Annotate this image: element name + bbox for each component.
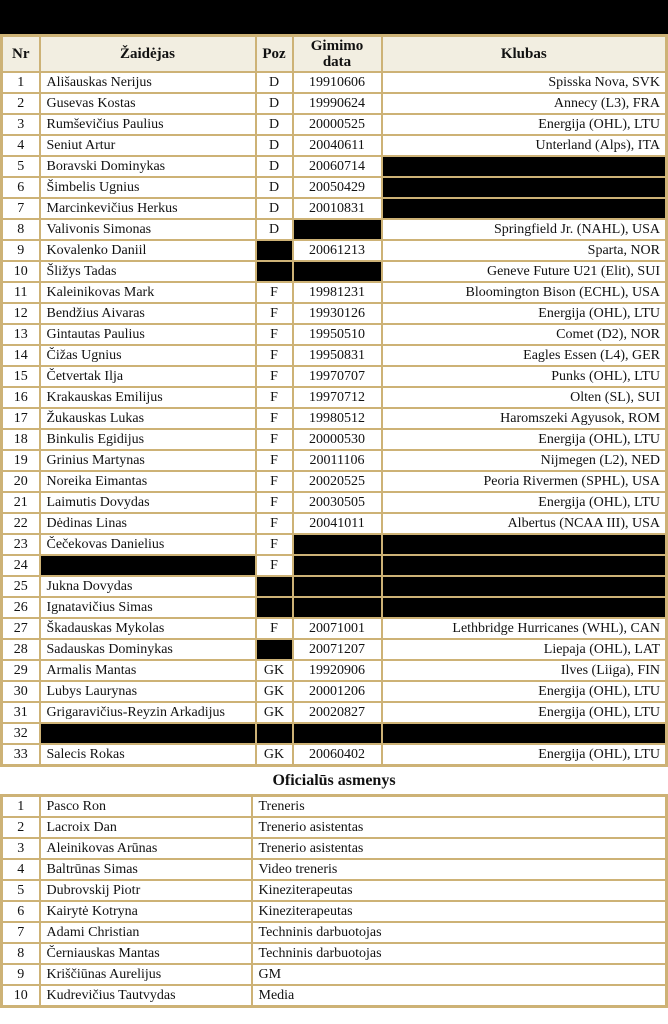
official-role-cell: Treneris <box>252 796 667 818</box>
player-poz-cell: F <box>256 324 293 345</box>
player-dob-cell: 20060402 <box>293 744 382 766</box>
player-poz-cell: F <box>256 429 293 450</box>
player-poz-cell: F <box>256 450 293 471</box>
player-nr-cell: 11 <box>2 282 40 303</box>
player-name-cell: Valivonis Simonas <box>40 219 256 240</box>
officials-table <box>0 794 668 1008</box>
player-dob-cell: 20060714 <box>293 156 382 177</box>
player-poz-cell: F <box>256 387 293 408</box>
player-club-cell: Springfield Jr. (NAHL), USA <box>382 219 667 240</box>
player-nr-cell: 25 <box>2 576 40 597</box>
player-nr-cell: 23 <box>2 534 40 555</box>
player-name-cell: Armalis Mantas <box>40 660 256 681</box>
official-role-cell: Kineziterapeutas <box>252 880 667 901</box>
player-nr-cell: 13 <box>2 324 40 345</box>
player-club-cell: Spisska Nova, SVK <box>382 72 667 93</box>
official-name-cell: Černiauskas Mantas <box>40 943 252 964</box>
player-dob-cell: 20050429 <box>293 177 382 198</box>
player-nr-cell: 12 <box>2 303 40 324</box>
player-nr-cell: 29 <box>2 660 40 681</box>
player-row <box>2 618 667 639</box>
player-name-cell: Čižas Ugnius <box>40 345 256 366</box>
official-name-cell: Baltrūnas Simas <box>40 859 252 880</box>
player-row <box>2 114 667 135</box>
redacted-cell <box>256 723 293 744</box>
player-poz-cell: D <box>256 156 293 177</box>
player-nr-cell: 14 <box>2 345 40 366</box>
column-header-poz: Poz <box>256 36 293 73</box>
official-row <box>2 985 667 1007</box>
player-name-cell: Čečekovas Danielius <box>40 534 256 555</box>
player-name-cell: Ališauskas Nerijus <box>40 72 256 93</box>
player-club-cell: Energija (OHL), LTU <box>382 114 667 135</box>
redacted-cell <box>293 261 382 282</box>
official-name-cell: Aleinikovas Arūnas <box>40 838 252 859</box>
player-nr-cell: 30 <box>2 681 40 702</box>
player-name-cell: Seniut Artur <box>40 135 256 156</box>
player-dob-cell: 20071001 <box>293 618 382 639</box>
player-dob-cell: 20010831 <box>293 198 382 219</box>
player-nr-cell: 28 <box>2 639 40 660</box>
player-club-cell: Olten (SL), SUI <box>382 387 667 408</box>
player-row <box>2 597 667 618</box>
player-club-cell: Unterland (Alps), ITA <box>382 135 667 156</box>
redacted-cell <box>256 639 293 660</box>
player-name-cell: Salecis Rokas <box>40 744 256 766</box>
player-nr-cell: 10 <box>2 261 40 282</box>
player-name-cell: Ignatavičius Simas <box>40 597 256 618</box>
player-name-cell: Kovalenko Daniil <box>40 240 256 261</box>
player-name-cell: Binkulis Egidijus <box>40 429 256 450</box>
official-nr-cell: 7 <box>2 922 40 943</box>
player-dob-cell: 19980512 <box>293 408 382 429</box>
player-club-cell: Energija (OHL), LTU <box>382 492 667 513</box>
player-club-cell: Peoria Rivermen (SPHL), USA <box>382 471 667 492</box>
player-nr-cell: 18 <box>2 429 40 450</box>
player-row <box>2 450 667 471</box>
player-nr-cell: 4 <box>2 135 40 156</box>
player-nr-cell: 17 <box>2 408 40 429</box>
player-row <box>2 198 667 219</box>
player-dob-cell: 20071207 <box>293 639 382 660</box>
redacted-cell <box>382 555 667 576</box>
player-poz-cell: GK <box>256 681 293 702</box>
player-row <box>2 240 667 261</box>
player-nr-cell: 1 <box>2 72 40 93</box>
player-club-cell: Lethbridge Hurricanes (WHL), CAN <box>382 618 667 639</box>
player-dob-cell: 19950831 <box>293 345 382 366</box>
official-row <box>2 838 667 859</box>
player-dob-cell: 20011106 <box>293 450 382 471</box>
player-club-cell: Energija (OHL), LTU <box>382 744 667 766</box>
redacted-cell <box>256 261 293 282</box>
player-poz-cell: F <box>256 282 293 303</box>
redacted-cell <box>293 555 382 576</box>
player-row <box>2 534 667 555</box>
player-name-cell: Boravski Dominykas <box>40 156 256 177</box>
player-name-cell: Grinius Martynas <box>40 450 256 471</box>
player-club-cell: Annecy (L3), FRA <box>382 93 667 114</box>
player-poz-cell: GK <box>256 702 293 723</box>
player-name-cell: Lubys Laurynas <box>40 681 256 702</box>
official-row <box>2 880 667 901</box>
player-name-cell: Šližys Tadas <box>40 261 256 282</box>
player-dob-cell: 20041011 <box>293 513 382 534</box>
redacted-cell <box>256 240 293 261</box>
player-club-cell: Haromszeki Agyusok, ROM <box>382 408 667 429</box>
column-header-club: Klubas <box>382 36 667 73</box>
redacted-cell <box>382 156 667 177</box>
player-row <box>2 744 667 766</box>
official-role-cell: Video treneris <box>252 859 667 880</box>
redacted-cell <box>40 723 256 744</box>
player-poz-cell: F <box>256 492 293 513</box>
column-header-dob: Gimimo data <box>293 36 382 73</box>
official-role-cell: Kineziterapeutas <box>252 901 667 922</box>
player-poz-cell: D <box>256 93 293 114</box>
player-dob-cell: 19970712 <box>293 387 382 408</box>
official-role-cell: Techninis darbuotojas <box>252 922 667 943</box>
player-nr-cell: 9 <box>2 240 40 261</box>
player-nr-cell: 16 <box>2 387 40 408</box>
player-dob-cell: 19920906 <box>293 660 382 681</box>
column-header-nr: Nr <box>2 36 40 73</box>
player-dob-cell: 19970707 <box>293 366 382 387</box>
player-name-cell: Jukna Dovydas <box>40 576 256 597</box>
redacted-cell <box>40 555 256 576</box>
player-dob-cell: 19950510 <box>293 324 382 345</box>
player-poz-cell: F <box>256 408 293 429</box>
player-dob-cell: 19981231 <box>293 282 382 303</box>
player-poz-cell: D <box>256 177 293 198</box>
player-poz-cell: D <box>256 135 293 156</box>
player-name-cell: Žukauskas Lukas <box>40 408 256 429</box>
player-club-cell: Energija (OHL), LTU <box>382 303 667 324</box>
player-name-cell: Marcinkevičius Herkus <box>40 198 256 219</box>
official-role-cell: Techninis darbuotojas <box>252 943 667 964</box>
official-name-cell: Kriščiūnas Aurelijus <box>40 964 252 985</box>
player-poz-cell: F <box>256 366 293 387</box>
player-club-cell: Eagles Essen (L4), GER <box>382 345 667 366</box>
player-nr-cell: 7 <box>2 198 40 219</box>
player-nr-cell: 24 <box>2 555 40 576</box>
player-nr-cell: 15 <box>2 366 40 387</box>
player-poz-cell: F <box>256 534 293 555</box>
player-name-cell: Kaleinikovas Mark <box>40 282 256 303</box>
official-name-cell: Pasco Ron <box>40 796 252 818</box>
redacted-cell <box>382 723 667 744</box>
player-poz-cell: GK <box>256 744 293 766</box>
player-name-cell: Sadauskas Dominykas <box>40 639 256 660</box>
player-row <box>2 471 667 492</box>
player-dob-cell: 20040611 <box>293 135 382 156</box>
official-nr-cell: 5 <box>2 880 40 901</box>
player-row <box>2 492 667 513</box>
official-row <box>2 901 667 922</box>
player-row <box>2 156 667 177</box>
players-header-row <box>2 36 667 73</box>
player-dob-cell: 20020525 <box>293 471 382 492</box>
player-name-cell: Grigaravičius-Reyzin Arkadijus <box>40 702 256 723</box>
official-nr-cell: 10 <box>2 985 40 1007</box>
official-role-cell: GM <box>252 964 667 985</box>
player-row <box>2 261 667 282</box>
player-row <box>2 93 667 114</box>
player-row <box>2 723 667 744</box>
player-name-cell: Škadauskas Mykolas <box>40 618 256 639</box>
official-nr-cell: 6 <box>2 901 40 922</box>
player-poz-cell: F <box>256 618 293 639</box>
player-row <box>2 702 667 723</box>
redacted-cell <box>293 597 382 618</box>
official-role-cell: Trenerio asistentas <box>252 838 667 859</box>
player-nr-cell: 26 <box>2 597 40 618</box>
player-row <box>2 72 667 93</box>
player-row <box>2 513 667 534</box>
official-row <box>2 922 667 943</box>
player-row <box>2 303 667 324</box>
official-nr-cell: 8 <box>2 943 40 964</box>
player-dob-cell: 20000525 <box>293 114 382 135</box>
redacted-cell <box>382 534 667 555</box>
player-row <box>2 408 667 429</box>
official-row <box>2 817 667 838</box>
official-name-cell: Dubrovskij Piotr <box>40 880 252 901</box>
official-nr-cell: 2 <box>2 817 40 838</box>
official-row <box>2 796 667 818</box>
player-nr-cell: 5 <box>2 156 40 177</box>
official-row <box>2 964 667 985</box>
player-nr-cell: 3 <box>2 114 40 135</box>
player-row <box>2 135 667 156</box>
player-poz-cell: D <box>256 114 293 135</box>
player-nr-cell: 8 <box>2 219 40 240</box>
player-poz-cell: D <box>256 219 293 240</box>
redacted-cell <box>256 597 293 618</box>
officials-section-title: Oficialūs asmenys <box>0 767 668 794</box>
official-role-cell: Media <box>252 985 667 1007</box>
player-nr-cell: 20 <box>2 471 40 492</box>
player-row <box>2 387 667 408</box>
player-name-cell: Noreika Eimantas <box>40 471 256 492</box>
player-poz-cell: F <box>256 345 293 366</box>
top-redaction-bar <box>0 0 668 34</box>
player-dob-cell: 19910606 <box>293 72 382 93</box>
player-club-cell: Nijmegen (L2), NED <box>382 450 667 471</box>
player-row <box>2 555 667 576</box>
player-row <box>2 660 667 681</box>
players-table <box>0 34 668 767</box>
official-row <box>2 943 667 964</box>
redacted-cell <box>293 534 382 555</box>
player-row <box>2 282 667 303</box>
player-row <box>2 219 667 240</box>
official-nr-cell: 4 <box>2 859 40 880</box>
redacted-cell <box>293 576 382 597</box>
player-nr-cell: 33 <box>2 744 40 766</box>
player-name-cell: Rumševičius Paulius <box>40 114 256 135</box>
player-dob-cell: 20030505 <box>293 492 382 513</box>
player-nr-cell: 2 <box>2 93 40 114</box>
player-name-cell: Laimutis Dovydas <box>40 492 256 513</box>
player-poz-cell: GK <box>256 660 293 681</box>
player-row <box>2 576 667 597</box>
player-nr-cell: 21 <box>2 492 40 513</box>
column-header-name: Žaidėjas <box>40 36 256 73</box>
player-row <box>2 681 667 702</box>
player-nr-cell: 19 <box>2 450 40 471</box>
player-nr-cell: 6 <box>2 177 40 198</box>
player-name-cell: Četvertak Ilja <box>40 366 256 387</box>
official-name-cell: Kairytė Kotryna <box>40 901 252 922</box>
redacted-cell <box>382 597 667 618</box>
player-dob-cell: 20020827 <box>293 702 382 723</box>
player-poz-cell: F <box>256 513 293 534</box>
player-club-cell: Sparta, NOR <box>382 240 667 261</box>
player-club-cell: Albertus (NCAA III), USA <box>382 513 667 534</box>
official-name-cell: Lacroix Dan <box>40 817 252 838</box>
player-nr-cell: 32 <box>2 723 40 744</box>
player-dob-cell: 19930126 <box>293 303 382 324</box>
player-club-cell: Liepaja (OHL), LAT <box>382 639 667 660</box>
player-name-cell: Gintautas Paulius <box>40 324 256 345</box>
official-role-cell: Trenerio asistentas <box>252 817 667 838</box>
redacted-cell <box>256 576 293 597</box>
player-dob-cell: 19990624 <box>293 93 382 114</box>
player-name-cell: Krakauskas Emilijus <box>40 387 256 408</box>
player-club-cell: Energija (OHL), LTU <box>382 702 667 723</box>
redacted-cell <box>382 576 667 597</box>
player-club-cell: Bloomington Bison (ECHL), USA <box>382 282 667 303</box>
player-poz-cell: D <box>256 198 293 219</box>
player-poz-cell: F <box>256 555 293 576</box>
redacted-cell <box>293 219 382 240</box>
player-nr-cell: 27 <box>2 618 40 639</box>
player-dob-cell: 20061213 <box>293 240 382 261</box>
redacted-cell <box>293 723 382 744</box>
player-club-cell: Energija (OHL), LTU <box>382 429 667 450</box>
player-club-cell: Punks (OHL), LTU <box>382 366 667 387</box>
official-nr-cell: 3 <box>2 838 40 859</box>
player-row <box>2 345 667 366</box>
player-nr-cell: 31 <box>2 702 40 723</box>
player-poz-cell: D <box>256 72 293 93</box>
official-name-cell: Kudrevičius Tautvydas <box>40 985 252 1007</box>
player-name-cell: Šimbelis Ugnius <box>40 177 256 198</box>
redacted-cell <box>382 198 667 219</box>
player-poz-cell: F <box>256 303 293 324</box>
player-row <box>2 324 667 345</box>
player-club-cell: Comet (D2), NOR <box>382 324 667 345</box>
player-club-cell: Energija (OHL), LTU <box>382 681 667 702</box>
official-nr-cell: 9 <box>2 964 40 985</box>
official-name-cell: Adami Christian <box>40 922 252 943</box>
player-name-cell: Dėdinas Linas <box>40 513 256 534</box>
official-nr-cell: 1 <box>2 796 40 818</box>
player-dob-cell: 20000530 <box>293 429 382 450</box>
player-dob-cell: 20001206 <box>293 681 382 702</box>
player-row <box>2 429 667 450</box>
player-name-cell: Gusevas Kostas <box>40 93 256 114</box>
player-row <box>2 177 667 198</box>
official-row <box>2 859 667 880</box>
player-name-cell: Bendžius Aivaras <box>40 303 256 324</box>
player-nr-cell: 22 <box>2 513 40 534</box>
player-club-cell: Geneve Future U21 (Elit), SUI <box>382 261 667 282</box>
player-row <box>2 639 667 660</box>
player-poz-cell: F <box>256 471 293 492</box>
player-row <box>2 366 667 387</box>
redacted-cell <box>382 177 667 198</box>
player-club-cell: Ilves (Liiga), FIN <box>382 660 667 681</box>
